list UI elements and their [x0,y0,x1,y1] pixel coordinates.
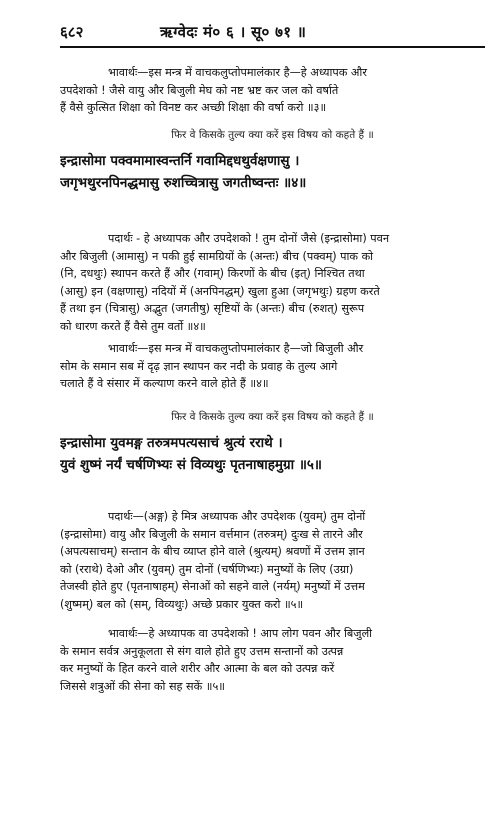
text-line: भावार्थः—इस मन्त्र में वाचकलुप्तोपमालंकार है—हे अध्यापक और [108,66,367,79]
text-line: जिससे शत्रुओं की सेना को सह सकें ॥५॥ [60,679,225,693]
text-line: हैं वैसे कुत्सित शिक्षा को विनष्ट कर अच्छी शिक्षा की वर्षा करो ॥३॥ [60,101,327,115]
header-rule [60,46,485,48]
text-line: और बिजुली (आमासु) न पकी हुई सामग्रियों के (अन्तः) बीच (पक्वम्) पाक को [60,249,374,263]
text-line: तेजस्वी होते हुए (पृतनाषाहम्) सेनाओं को सहने वाले (नर्यम्) मनुष्यों में उत्तम [60,580,365,594]
padartha-block [60,230,485,336]
text-line: भावार्थः—इस मन्त्र में वाचकलुप्तोपमालंकार है—जो बिजुली और [108,342,364,355]
bhavartha-block [60,625,485,695]
text-line: के समान सर्वत्र अनुकूलता से संग वाले होते हुए उत्तम सन्तानों को उत्पन्न [60,644,344,658]
text-line: (आसु) इन (वक्षणासु) नदियों में (अनपिनद्धम्) खुला हुआ (जगृभथुः) ग्रहण करते [60,284,380,298]
running-head: ऋग्वेदः मं० ६ । सू० ७१ ॥ [160,23,307,41]
text-line: कर मनुष्यों के हित करने वाले शरीर और आत्मा के बल को उत्पन्न करें [60,662,335,676]
text-line: भावार्थः—हे अध्यापक वा उपदेशको ! आप लोग पवन और बिजुली [108,627,373,640]
text-line: उपदेशको ! जैसे वायु और बिजुली मेघ को नष्ट भ्रष्ट कर जल को वर्षाते [60,83,339,97]
text-line: (शुष्मम्) बल को (सम्, विव्यथुः) अच्छे प्रकार युक्त करो ॥५॥ [60,597,304,611]
bhavartha-block [60,64,485,117]
text-line: सोम के समान सब में दृढ़ ज्ञान स्थापन कर नदी के प्रवाह के तुल्य आगे [60,359,338,373]
mantra-line: इन्द्रासोमा पक्वमामास्वन्तर्नि गवामिद्दधथुर्वक्षणासु । [60,153,300,169]
padartha-block [60,508,485,614]
mantra-verse [60,150,485,194]
mantra-line: युवं शुष्मं नर्यं चर्षणिभ्यः सं विव्यथुः पृतनाषाहमुग्रा ॥५॥ [60,457,323,473]
mantra-line: जगृभथुरनपिनद्धमासु रुशच्चित्रासु जगतीष्वन्तः ॥४॥ [60,175,307,191]
text-line: चलाते हैं वे संसार में कल्याण करने वाले होते हैं ॥४॥ [60,377,269,391]
text-line: (इन्द्रासोमा) वायु और बिजुली के समान वर्त्तमान (तरुत्रम्) दुःख से तारने और [60,527,363,541]
transition-line: फिर वे किसके तुल्य क्या करें इस विषय को कहते हैं ॥ [171,129,374,141]
text-line: (अपत्यसाचम्) सन्तान के बीच व्याप्त होने वाले (श्रुत्यम्) श्रवणों में उत्तम ज्ञान [60,545,365,559]
bhavartha-block [60,340,485,393]
text-line: पदार्थः—(अङ्ग) हे मित्र अध्यापक और उपदेशक (युवम्) तुम दोनों [108,510,366,523]
text-line: (नि, दधथुः) स्थापन करते हैं और (गवाम्) किरणों के बीच (इत्) निश्चित तथा [60,267,365,281]
page-number: ६८२ [60,23,84,41]
text-line: को धारण करते हैं वैसे तुम वर्तो ॥४॥ [60,319,206,333]
text-line: हैं तथा इन (चित्रासु) अद्भुत (जगतीषु) सृष्टियों के (अन्तः) बीच (रुशत्) सुरूप [60,302,365,316]
page-header [60,22,480,44]
text-line: पदार्थः - हे अध्यापक और उपदेशको ! तुम दोनों जैसे (इन्द्रासोमा) पवन [108,232,390,245]
text-line: को (रराथे) देओ और (युवम्) तुम दोनों (चर्षणिभ्यः) मनुष्यों के लिए (उग्रा) [60,562,354,576]
mantra-line: इन्द्रासोमा युवमङ्ग तरुत्रमपत्यसाचं श्रुत्यं रराथे । [60,435,283,451]
transition-line: फिर वे किसके तुल्य क्या करें इस विषय को कहते हैं ॥ [171,411,374,423]
mantra-verse [60,432,485,476]
